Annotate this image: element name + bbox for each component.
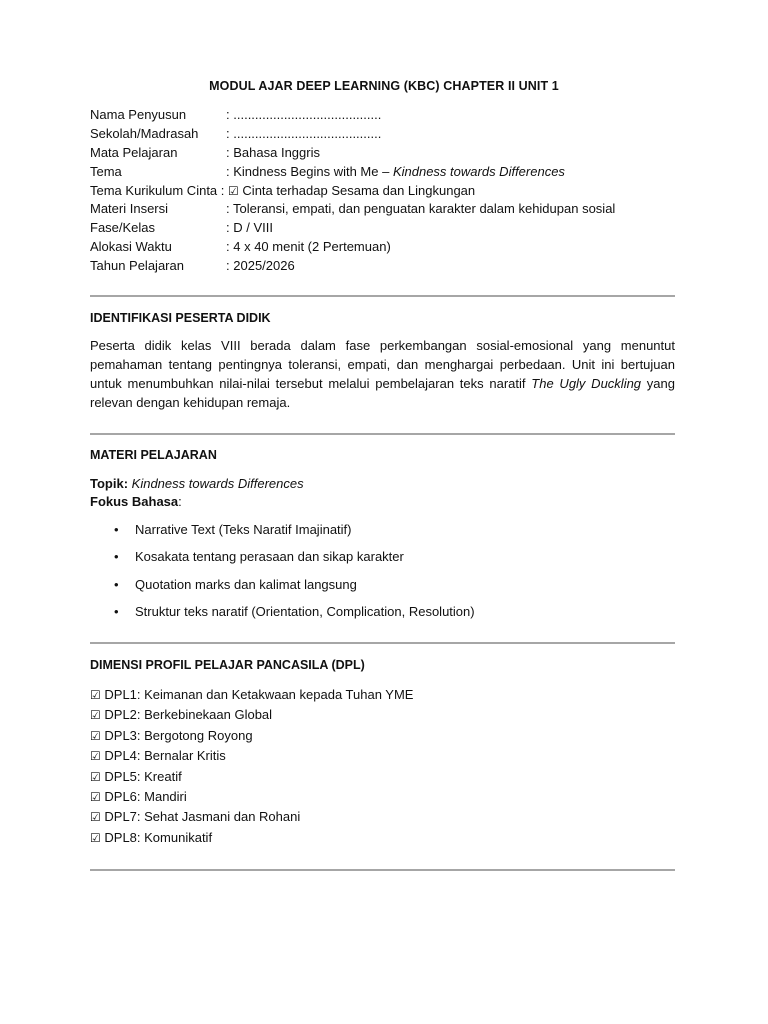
identity-row (90, 144, 615, 163)
identity-value: ......................................... (233, 125, 382, 141)
fokus-label: Fokus Bahasa (90, 494, 179, 509)
section-divider (90, 869, 675, 871)
list-item (90, 787, 413, 807)
list-item: • Struktur teks naratif (Orientation, Complication, Resolution) (90, 598, 475, 625)
identity-value: D / VIII (233, 220, 273, 236)
identity-value-italic: Kindness towards Differences (392, 163, 565, 179)
identity-value: Kindness Begins with Me – (233, 163, 393, 179)
identifikasi-text: Peserta didik kelas VIII berada dalam fase perkembangan sosial-emosional yang menuntut pemahaman tentang pentingnya toleransi, empati, dan menghargai perbedaan. Unit ini bertujuan untuk menumbuhkan nilai-nilai tersebut melalui pembelajaran teks naratif (90, 338, 675, 391)
identity-separator: : (226, 107, 230, 122)
identity-value: ......................................... (233, 107, 382, 122)
identity-separator: : (220, 182, 225, 198)
identity-separator: : (226, 163, 230, 179)
list-item (90, 767, 413, 787)
fokus-bullet-list (90, 516, 475, 625)
dpl-checklist (90, 685, 413, 848)
identity-separator: : (226, 220, 230, 236)
dpl-item-label: DPL7: Sehat Jasmani dan Rohani (104, 809, 301, 825)
identity-row (90, 125, 615, 144)
dpl-item-label: DPL1: Keimanan dan Ketakwaan kepada Tuhan YME (104, 687, 414, 702)
identity-label: Tahun Pelajaran (90, 258, 184, 274)
materi-topik (90, 475, 304, 493)
checkbox-checked-icon: ☑ (90, 728, 101, 743)
identity-separator: : (226, 239, 230, 255)
identifikasi-paragraph (90, 336, 675, 412)
identity-value: Cinta terhadap Sesama dan Lingkungan (242, 182, 476, 198)
identity-table (90, 106, 615, 276)
identity-row (90, 200, 615, 219)
checkbox-checked-icon: ☑ (228, 183, 239, 198)
dpl-item-label: DPL5: Kreatif (104, 768, 182, 784)
materi-fokus (90, 493, 182, 511)
fokus-colon: : (178, 494, 182, 509)
dpl-item-label: DPL3: Bergotong Royong (104, 727, 253, 743)
identity-row (90, 257, 615, 276)
identifikasi-text-end: yang relevan dengan kehidupan remaja. (90, 376, 675, 410)
identity-label: Alokasi Waktu (90, 239, 172, 255)
identity-value: Bahasa Inggris (233, 144, 320, 160)
dpl-item-label: DPL6: Mandiri (104, 788, 187, 804)
dpl-heading: DIMENSI PROFIL PELAJAR PANCASILA (DPL) (90, 658, 365, 672)
topik-label: Topik: (90, 476, 129, 491)
identity-value: 4 x 40 menit (2 Pertemuan) (233, 239, 391, 255)
identity-row (90, 106, 615, 125)
identity-label: Mata Pelajaran (90, 144, 178, 160)
section-divider (90, 433, 675, 435)
section-divider (90, 295, 675, 297)
identity-value: Toleransi, empati, dan penguatan karakter dalam kehidupan sosial (233, 201, 616, 217)
checkbox-checked-icon: ☑ (90, 810, 101, 825)
section-divider (90, 642, 675, 644)
checkbox-checked-icon: ☑ (90, 789, 101, 804)
checkbox-checked-icon: ☑ (90, 708, 101, 723)
identity-separator: : (226, 125, 230, 141)
identity-separator: : (226, 144, 230, 160)
identity-row (90, 163, 615, 182)
dpl-item-label: DPL4: Bernalar Kritis (104, 748, 226, 764)
list-item (90, 828, 413, 848)
list-item (90, 705, 413, 725)
list-item: • Quotation marks dan kalimat langsung (90, 571, 475, 598)
checkbox-checked-icon: ☑ (90, 749, 101, 764)
identity-label: Tema (90, 163, 122, 179)
identity-separator: : (226, 258, 230, 274)
identity-row (90, 182, 615, 201)
identifikasi-story-title: The Ugly Duckling (531, 376, 642, 391)
dpl-item-label: DPL2: Berkebinekaan Global (104, 707, 273, 723)
checkbox-checked-icon: ☑ (90, 769, 101, 784)
materi-heading: MATERI PELAJARAN (90, 448, 217, 462)
list-item: • Kosakata tentang perasaan dan sikap karakter (90, 543, 475, 570)
checkbox-checked-icon: ☑ (90, 688, 101, 702)
list-item: • Narrative Text (Teks Naratif Imajinatif) (90, 516, 475, 543)
list-item (90, 685, 413, 705)
identity-separator: : (226, 201, 230, 217)
identity-label: Sekolah/Madrasah (90, 125, 199, 141)
dpl-item-label: DPL8: Komunikatif (104, 829, 213, 845)
checkbox-checked-icon: ☑ (90, 830, 101, 845)
identity-row (90, 219, 615, 238)
list-item (90, 746, 413, 766)
identity-value: 2025/2026 (233, 258, 295, 274)
identity-label: Tema Kurikulum Cinta (90, 182, 218, 198)
list-item (90, 726, 413, 746)
document-title: MODUL AJAR DEEP LEARNING (KBC) CHAPTER II UNIT 1 (209, 79, 559, 93)
identity-row (90, 238, 615, 257)
identifikasi-heading: IDENTIFIKASI PESERTA DIDIK (90, 311, 271, 325)
identity-label: Nama Penyusun (90, 107, 187, 122)
topik-value: Kindness towards Differences (131, 476, 304, 491)
identity-label: Materi Insersi (90, 201, 169, 217)
identity-label: Fase/Kelas (90, 220, 156, 236)
list-item (90, 807, 413, 827)
